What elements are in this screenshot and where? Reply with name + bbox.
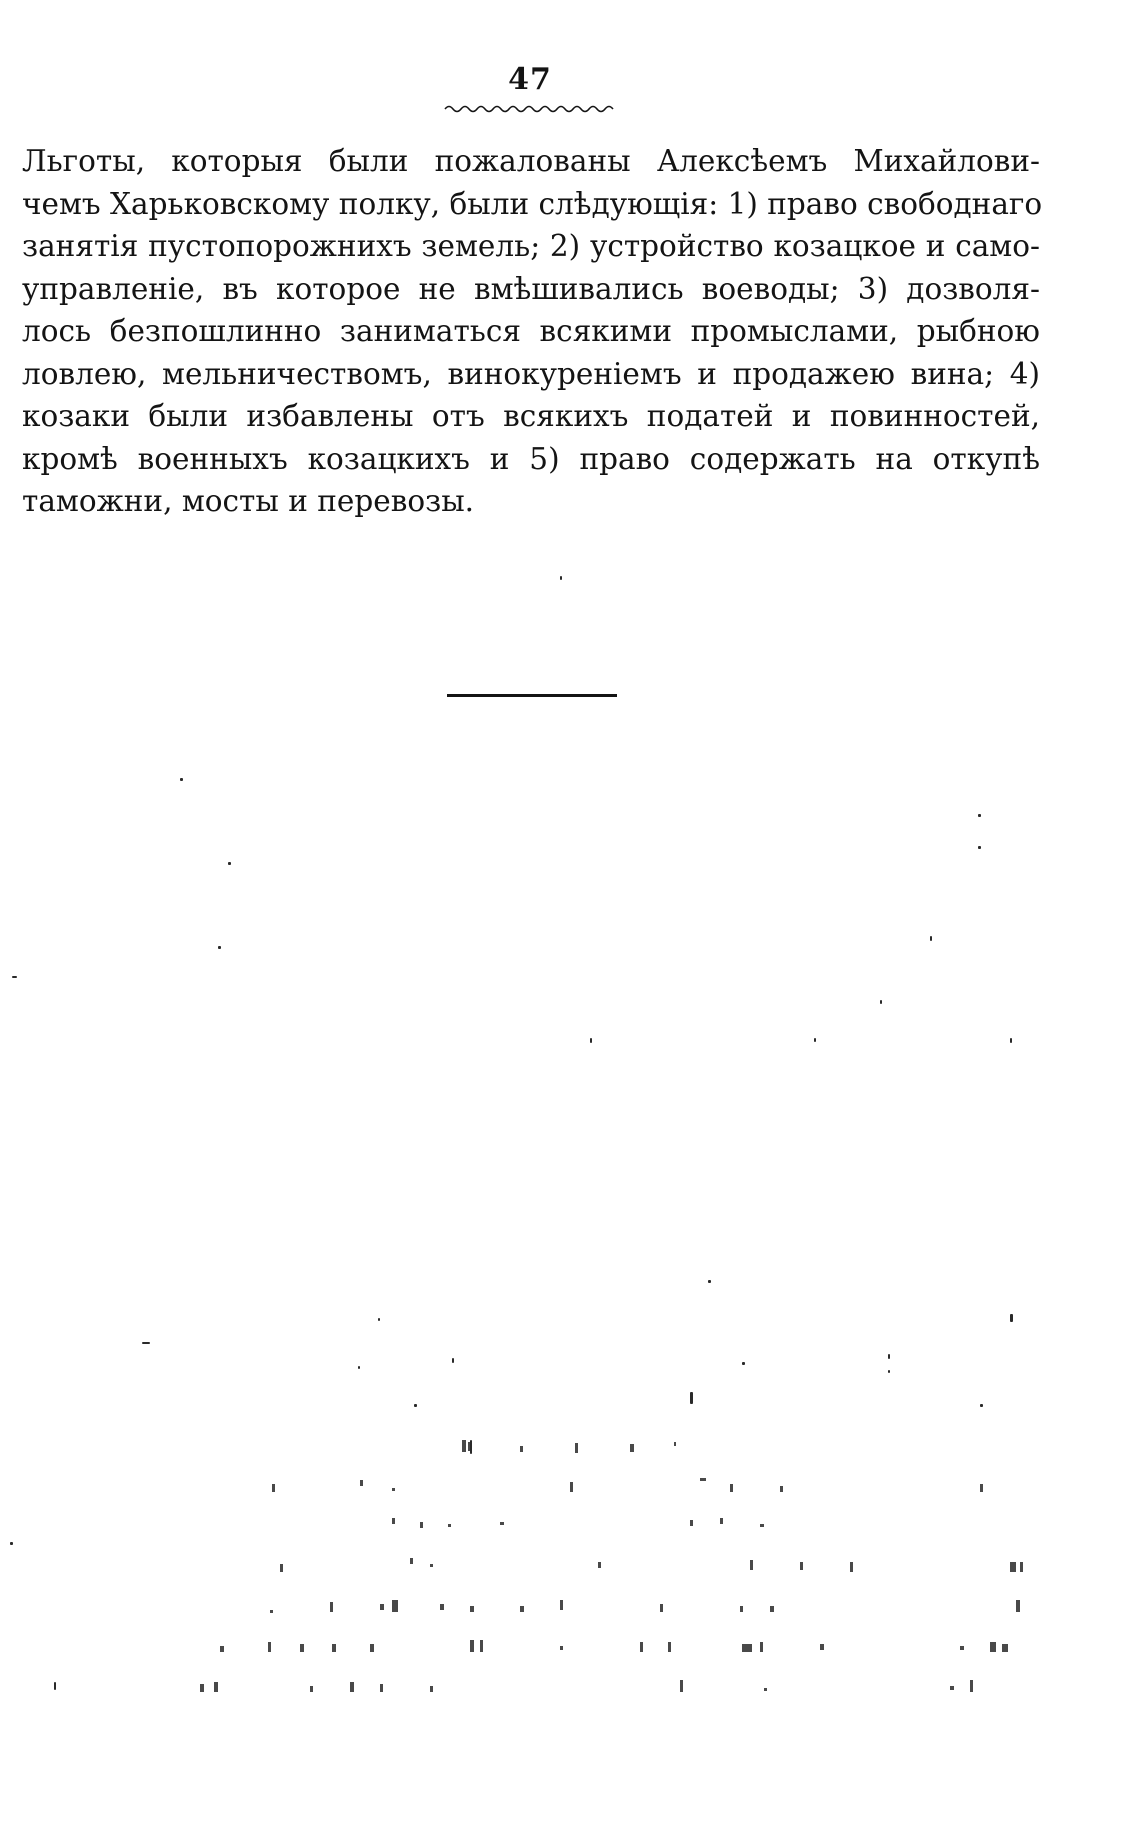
text-line: ловлею, мельничествомъ, винокуреніемъ и продажею вина; 4) <box>22 356 1040 391</box>
scan-speck <box>180 778 183 781</box>
scan-speck <box>814 1038 816 1042</box>
text-line: управленіе, въ которое не вмѣшивались воеводы; 3) дозволя- <box>22 271 1040 306</box>
wavy-ornament <box>443 102 619 116</box>
bleed-through-marks <box>0 1270 1140 1830</box>
text-line: кромѣ военныхъ козацкихъ и 5) право содержать на откупѣ <box>22 441 1040 476</box>
text-line: занятія пустопорожнихъ земель; 2) устройство козацкое и само- <box>22 229 1040 263</box>
scan-speck <box>880 1000 882 1004</box>
section-divider <box>447 694 617 697</box>
scan-speck <box>560 576 562 580</box>
scan-speck <box>228 862 231 865</box>
text-line: чемъ Харьковскому полку, были слѣдующія: 1) право свободнаго <box>22 186 1043 221</box>
text-line: козаки были избавлены отъ всякихъ податей и повинностей, <box>22 399 1040 433</box>
scan-speck <box>978 846 981 849</box>
scan-speck <box>12 976 17 978</box>
scan-speck <box>1010 1038 1012 1043</box>
text-line: лось безпошлинно заниматься всякими промыслами, рыбною <box>22 314 1040 348</box>
text-line: Льготы, которыя были пожалованы Алексѣемъ Михайлови- <box>22 144 1040 178</box>
text-line: таможни, мосты и перевозы. <box>22 484 475 518</box>
scan-speck <box>930 936 932 941</box>
page-number: 47 <box>508 62 552 97</box>
scan-speck <box>978 814 981 817</box>
main-paragraph <box>22 140 1043 523</box>
scan-speck <box>218 946 221 949</box>
scan-speck <box>590 1038 592 1043</box>
